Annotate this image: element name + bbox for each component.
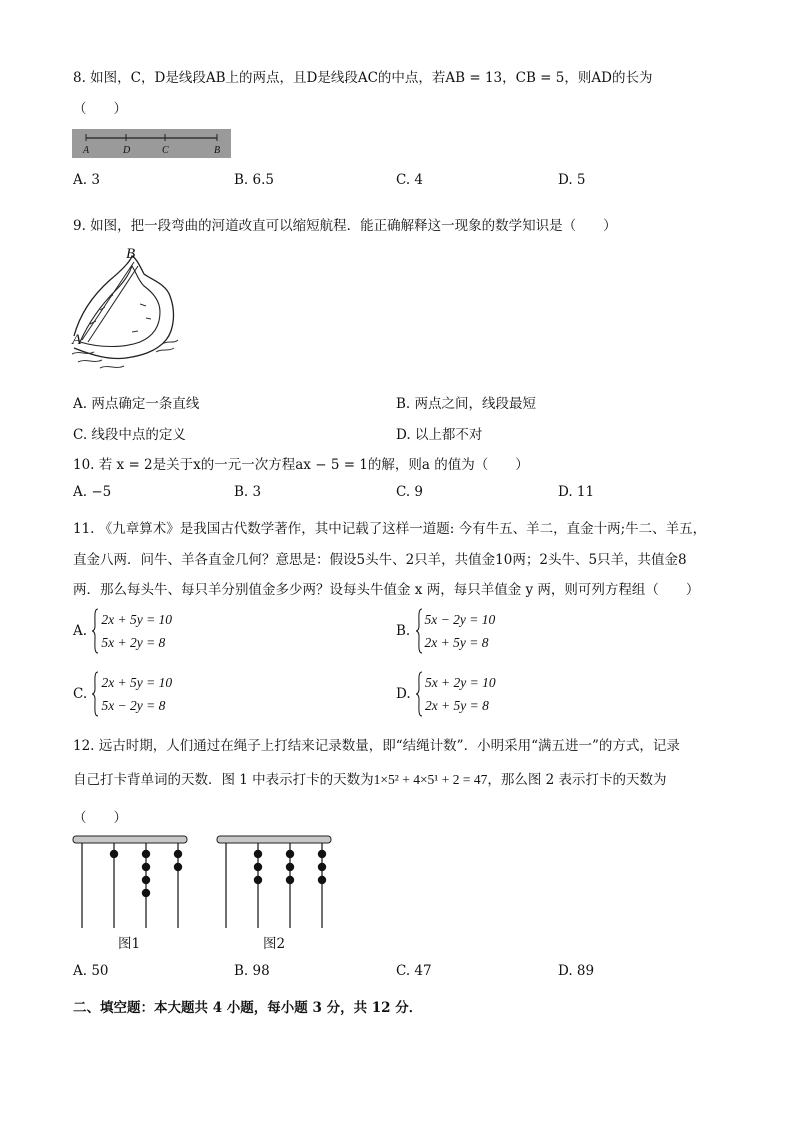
river-point-b-label: B	[126, 246, 136, 262]
q11-stem-line1: 11. 《九章算术》是我国古代数学著作，其中记载了这样一道题: 今有牛五、羊二，直金十两;牛二、羊五，	[73, 521, 707, 537]
q12-stem-line2-text-a: 自己打卡背单词的天数．图 1 中表示打卡的天数为	[73, 772, 374, 788]
q11-option-b-label: B.	[396, 623, 411, 639]
river-point-a-label: A	[72, 332, 82, 348]
q11-option-a-system	[91, 608, 172, 654]
q11-option-b[interactable]	[396, 608, 495, 654]
q10-option-d[interactable]: D. 11	[558, 484, 595, 500]
q12-option-d[interactable]: D. 89	[558, 963, 595, 979]
q11-option-a-label: A.	[73, 623, 88, 639]
q9-river-figure	[70, 244, 185, 376]
figure-2-knot	[318, 863, 326, 871]
figure-2-knot	[286, 876, 294, 884]
figure-2-knot	[286, 850, 294, 858]
q11-option-d[interactable]	[396, 671, 496, 717]
q10-option-a[interactable]: A. −5	[73, 484, 112, 500]
q10-option-c[interactable]: C. 9	[396, 484, 424, 500]
q9-option-b[interactable]: B. 两点之间，线段最短	[396, 396, 537, 412]
q12-figure-2	[214, 832, 334, 932]
q11-option-d-eq2: 2x + 5y = 8	[424, 698, 489, 713]
figure-1-knot	[142, 889, 150, 897]
q12-stem-line2	[73, 768, 667, 788]
q11-stem-line3: 两．那么每头牛、每只羊分别值金多少两？设每头牛值金 x 两，每只羊值金 y 两，则可列方程组（ ）	[73, 582, 700, 598]
q11-option-a[interactable]	[73, 608, 172, 654]
q11-option-b-system	[415, 608, 496, 654]
q10-option-b[interactable]: B. 3	[234, 484, 262, 500]
point-c-label: C	[162, 145, 169, 156]
figure-2-knot	[254, 876, 262, 884]
q9-option-d[interactable]: D. 以上都不对	[396, 427, 483, 443]
q11-option-d-label: D.	[396, 686, 411, 702]
figure-2-knot	[254, 863, 262, 871]
q9-stem: 9. 如图，把一段弯曲的河道改直可以缩短航程．能正确解释这一现象的数学知识是（ ）	[73, 218, 617, 234]
figure-1-knot	[174, 863, 182, 871]
q8-option-d[interactable]: D. 5	[558, 172, 586, 188]
q8-answer-paren: （ ）	[73, 101, 127, 117]
figure-2-knot	[286, 863, 294, 871]
q12-stem-line1: 12. 远古时期，人们通过在绳子上打结来记录数量，即“结绳计数”．小明采用“满五进一”的方式，记录	[73, 738, 680, 754]
q12-option-a[interactable]: A. 50	[73, 963, 109, 979]
q11-option-d-eq1: 5x + 2y = 10	[424, 675, 496, 690]
q12-figure-2-label: 图2	[263, 936, 286, 952]
figure-1-knot	[174, 850, 182, 858]
figure-2-knot	[254, 850, 262, 858]
point-a-label: A	[83, 145, 90, 156]
point-d-label: D	[123, 145, 131, 156]
figure-2-knot	[318, 850, 326, 858]
q11-option-b-eq1: 5x − 2y = 10	[424, 612, 496, 627]
figure-2-knot	[318, 876, 326, 884]
q11-option-c[interactable]	[73, 671, 172, 717]
q9-option-c[interactable]: C. 线段中点的定义	[73, 427, 186, 443]
q11-option-a-eq2: 5x + 2y = 8	[101, 635, 166, 650]
section-2-title: 二、填空题：本大题共 4 小题，每小题 3 分，共 12 分．	[73, 1000, 423, 1016]
q11-option-a-eq1: 2x + 5y = 10	[101, 612, 173, 627]
figure-1-knot	[142, 863, 150, 871]
q12-formula: 1×5² + 4×5¹ + 2 = 47	[373, 772, 488, 787]
q12-option-b[interactable]: B. 98	[234, 963, 270, 979]
q10-stem: 10. 若 x = 2是关于x的一元一次方程ax − 5 = 1的解，则a 的值为（ ）	[73, 457, 529, 473]
q11-option-c-eq2: 5x − 2y = 8	[101, 698, 166, 713]
q8-option-a[interactable]: A. 3	[73, 172, 100, 188]
q8-stem: 8. 如图，C，D是线段AB上的两点，且D是线段AC的中点，若AB = 13，CB = 5，则AD的长为	[73, 70, 653, 86]
q8-segment-figure	[72, 129, 231, 158]
q12-option-c[interactable]: C. 47	[396, 963, 432, 979]
q9-option-a[interactable]: A. 两点确定一条直线	[73, 396, 200, 412]
q12-figure-1-label: 图1	[118, 936, 141, 952]
q12-stem-line2-text-b: ，那么图 2 表示打卡的天数为	[487, 772, 667, 788]
figure-1-knot	[142, 850, 150, 858]
q8-option-b[interactable]: B. 6.5	[234, 172, 274, 188]
figure-1-knot	[110, 850, 118, 858]
q11-option-b-eq2: 2x + 5y = 8	[424, 635, 489, 650]
figure-1-knot	[142, 876, 150, 884]
q12-figure-1	[70, 832, 190, 932]
figure-2-bar	[217, 836, 331, 843]
point-b-label: B	[214, 145, 221, 156]
figure-1-bar	[73, 836, 187, 843]
q8-option-c[interactable]: C. 4	[396, 172, 424, 188]
q11-option-c-label: C.	[73, 686, 88, 702]
q11-stem-line2: 直金八两．问牛、羊各直金几何？意思是：假设5头牛、2只羊，共值金10两；2头牛、5只羊，共值金8	[73, 552, 687, 568]
q11-option-d-system	[415, 671, 496, 717]
q11-option-c-system	[91, 671, 172, 717]
q11-option-c-eq1: 2x + 5y = 10	[101, 675, 173, 690]
q12-answer-paren: （ ）	[73, 810, 127, 826]
